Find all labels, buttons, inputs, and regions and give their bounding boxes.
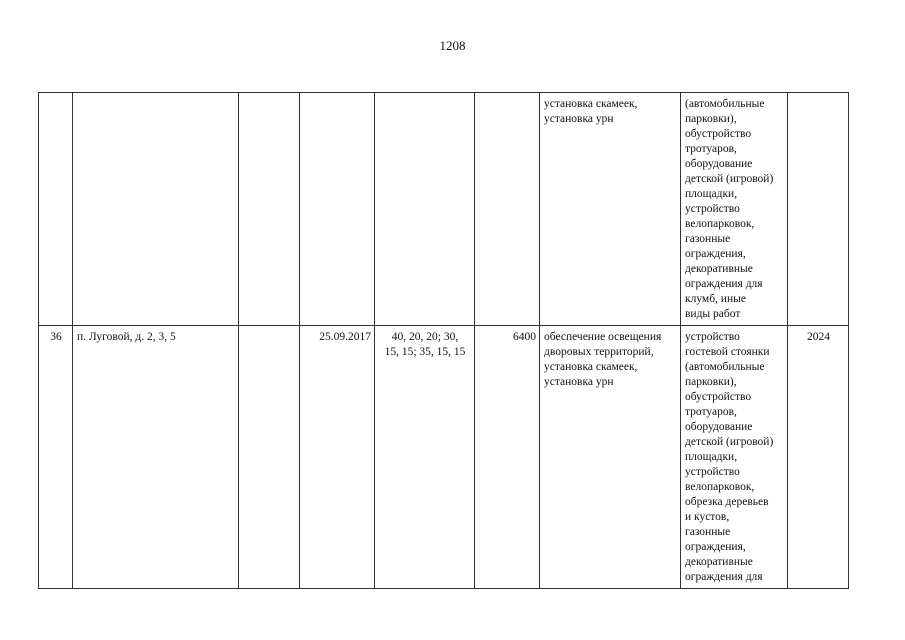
address-cell <box>73 93 239 326</box>
works-additional-line: тротуаров, <box>685 143 737 155</box>
works-additional-cell <box>681 326 788 589</box>
values-cell <box>375 93 475 326</box>
improvement-table <box>38 92 849 589</box>
works-additional-line: (автомобильные <box>685 361 765 373</box>
works-additional-line: декоративные <box>685 556 753 568</box>
works-additional-line: и кустов, <box>685 511 730 523</box>
works-additional-line: газонные <box>685 233 731 245</box>
works-additional-line: площадки, <box>685 188 738 200</box>
works-additional-line: обрезка деревьев <box>685 496 769 508</box>
works-additional-line: площадки, <box>685 451 738 463</box>
works-additional-line: велопарковок, <box>685 481 755 493</box>
works-additional-line: гостевой стоянки <box>685 346 770 358</box>
works-additional-line: виды работ <box>685 308 741 320</box>
works-additional-line: устройство <box>685 203 740 215</box>
works-additional-line: парковки), <box>685 113 737 125</box>
page-number: 1208 <box>439 38 466 53</box>
address-cell: п. Луговой, д. 2, 3, 5 <box>73 326 239 589</box>
works-additional-line: велопарковок, <box>685 218 755 230</box>
works-basic-line: установка урн <box>544 113 614 125</box>
works-basic-line: установка скамеек, <box>544 361 638 373</box>
works-basic-line: дворовых территорий, <box>544 346 654 358</box>
row-number-cell: 36 <box>39 326 73 589</box>
works-additional-line: оборудование <box>685 158 753 170</box>
works-additional-line: (автомобильные <box>685 98 765 110</box>
works-additional-line: устройство <box>685 466 740 478</box>
works-additional-line: газонные <box>685 526 731 538</box>
area-cell: 6400 <box>475 326 540 589</box>
works-additional-cell <box>681 93 788 326</box>
works-additional-line: ограждения, <box>685 248 746 260</box>
values-line: 15, 15; 35, 15, 15 <box>384 346 466 358</box>
works-basic-line: обеспечение освещения <box>544 331 662 343</box>
empty-cell <box>239 326 300 589</box>
works-additional-line: тротуаров, <box>685 406 737 418</box>
year-cell <box>788 93 849 326</box>
works-additional-line: ограждения для <box>685 278 763 290</box>
works-additional-line: ограждения, <box>685 541 746 553</box>
table-row <box>39 326 849 589</box>
values-cell <box>375 326 475 589</box>
works-additional-line: детской (игровой) <box>685 173 774 185</box>
works-additional-line: парковки), <box>685 376 737 388</box>
row-number-cell <box>39 93 73 326</box>
works-basic-line: установка скамеек, <box>544 98 638 110</box>
year-cell: 2024 <box>788 326 849 589</box>
works-basic-cell <box>540 93 681 326</box>
works-additional-line: клумб, иные <box>685 293 746 305</box>
date-cell <box>300 93 375 326</box>
works-additional-line: ограждения для <box>685 571 763 583</box>
values-line: 40, 20, 20; 30, <box>391 331 459 343</box>
empty-cell <box>239 93 300 326</box>
date-cell: 25.09.2017 <box>300 326 375 589</box>
works-additional-line: устройство <box>685 331 740 343</box>
works-additional-line: декоративные <box>685 263 753 275</box>
table-row <box>39 93 849 326</box>
works-additional-line: оборудование <box>685 421 753 433</box>
works-additional-line: обустройство <box>685 391 752 403</box>
works-basic-line: установка урн <box>544 376 614 388</box>
area-cell <box>475 93 540 326</box>
works-additional-line: обустройство <box>685 128 752 140</box>
works-basic-cell <box>540 326 681 589</box>
works-additional-line: детской (игровой) <box>685 436 774 448</box>
